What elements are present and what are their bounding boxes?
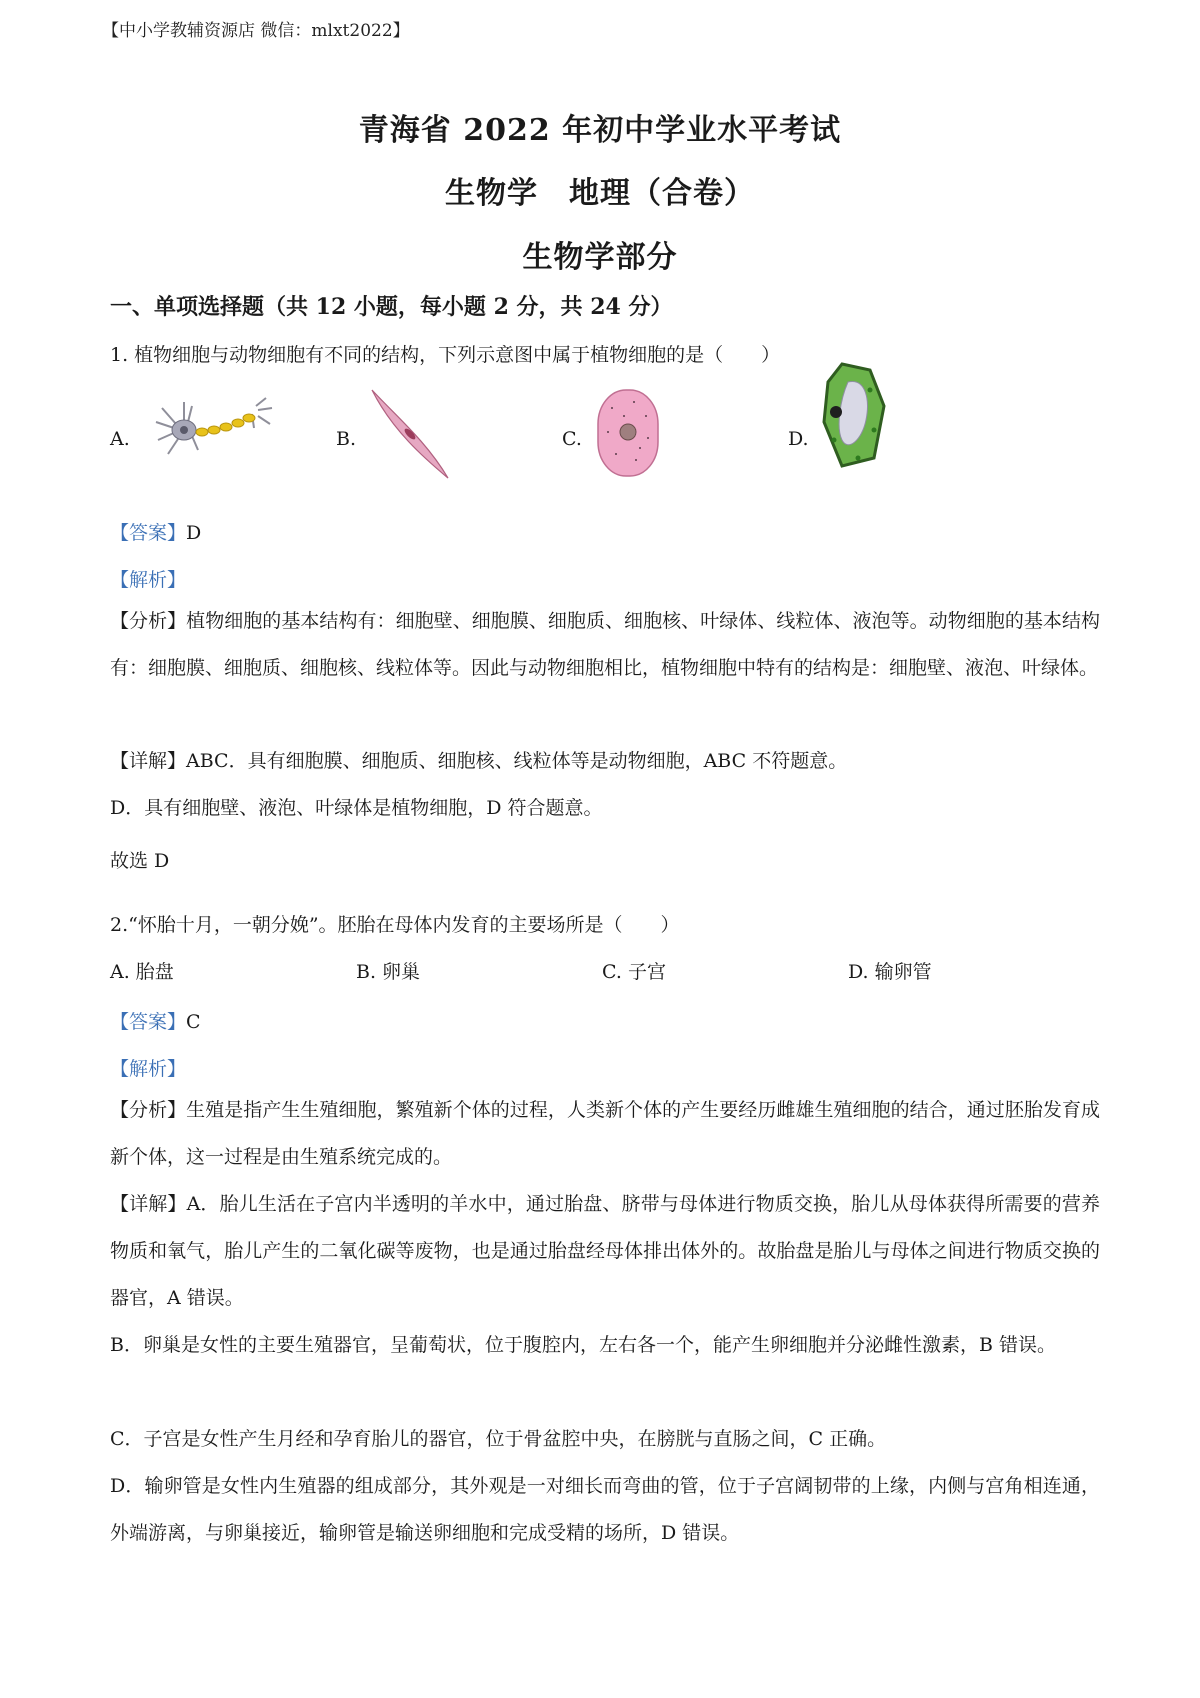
exam-subtitle: 生物学 地理（合卷）	[445, 176, 755, 211]
answer-tag: 【答案】	[110, 522, 187, 544]
question-1-analysis: 【分析】植物细胞的基本结构有：细胞壁、细胞膜、细胞质、细胞核、叶绿体、线粒体、液泡等。动物细胞的基本结构有：细胞膜、细胞质、细胞核、线粒体等。因此与动物细胞相比，植物细胞中特有的结构是：细胞壁、液泡、叶绿体。	[110, 610, 1100, 679]
question-2-stem: 2.“怀胎十月，一朝分娩”。胚胎在母体内发育的主要场所是（ ）	[110, 914, 680, 936]
answer-value: C	[186, 1011, 201, 1033]
option-a: A. 胎盘	[110, 961, 174, 983]
animal-cell-icon	[594, 386, 664, 481]
question-1-detail-abc: 【详解】ABC．具有细胞膜、细胞质、细胞核、线粒体等是动物细胞，ABC 不符题意。	[110, 750, 848, 772]
question-2-analysis: 【分析】生殖是指产生生殖细胞，繁殖新个体的过程，人类新个体的产生要经历雌雄生殖细胞的结合，通过胚胎发育成新个体，这一过程是由生殖系统完成的。	[110, 1099, 1100, 1168]
question-2-detail-d: D．输卵管是女性内生殖器的组成部分，其外观是一对细长而弯曲的管，位于子宫阔韧带的上缘，内侧与宫角相连通，外端游离，与卵巢接近，输卵管是输送卵细胞和完成受精的场所，D 错误。	[110, 1475, 1100, 1544]
section-heading: 一、单项选择题（共 12 小题，每小题 2 分，共 24 分）	[110, 294, 673, 320]
muscle-cell-icon	[366, 386, 456, 481]
option-a-label: A.	[110, 428, 130, 450]
option-c: C. 子宫	[602, 961, 666, 983]
question-2-detail-b: B．卵巢是女性的主要生殖器官，呈葡萄状，位于腹腔内，左右各一个，能产生卵细胞并分泌雌性激素，B 错误。	[110, 1334, 1056, 1356]
answer-value: D	[186, 522, 202, 544]
question-2-detail-c: C．子宫是女性产生月经和孕育胎儿的器官，位于骨盆腔中央，在膀胱与直肠之间，C 正确。	[110, 1428, 887, 1450]
option-b: B. 卵巢	[356, 961, 421, 983]
plant-cell-icon	[818, 360, 888, 470]
question-1-options	[110, 386, 1110, 496]
question-1-stem: 1. 植物细胞与动物细胞有不同的结构，下列示意图中属于植物细胞的是（ ）	[110, 344, 781, 366]
question-1-conclusion: 故选 D	[110, 850, 170, 872]
question-2-detail-a: 【详解】A．胎儿生活在子宫内半透明的羊水中，通过胎盘、脐带与母体进行物质交换，胎儿从母体获得所需要的营养物质和氧气，胎儿产生的二氧化碳等废物，也是通过胎盘经母体排出体外的。故胎盘是胎儿与母体之间进行物质交换的器官，A 错误。	[110, 1193, 1100, 1309]
option-c-label: C.	[562, 428, 582, 450]
neuron-cell-icon	[148, 388, 278, 468]
question-1-answer	[110, 518, 201, 545]
question-2-answer	[110, 1007, 201, 1034]
question-1-analysis-tag: 【解析】	[110, 569, 187, 591]
option-d-label: D.	[788, 428, 809, 450]
exam-title: 青海省 2022 年初中学业水平考试	[358, 113, 842, 148]
watermark: 【中小学教辅资源店 微信：mlxt2022】	[102, 21, 410, 41]
part-title: 生物学部分	[522, 240, 678, 275]
option-b-label: B.	[336, 428, 357, 450]
answer-tag: 【答案】	[110, 1011, 187, 1033]
option-d: D. 输卵管	[848, 961, 932, 983]
question-1-detail-d: D．具有细胞壁、液泡、叶绿体是植物细胞，D 符合题意。	[110, 797, 603, 819]
question-2-analysis-tag: 【解析】	[110, 1058, 187, 1080]
question-2-options	[110, 957, 1110, 997]
